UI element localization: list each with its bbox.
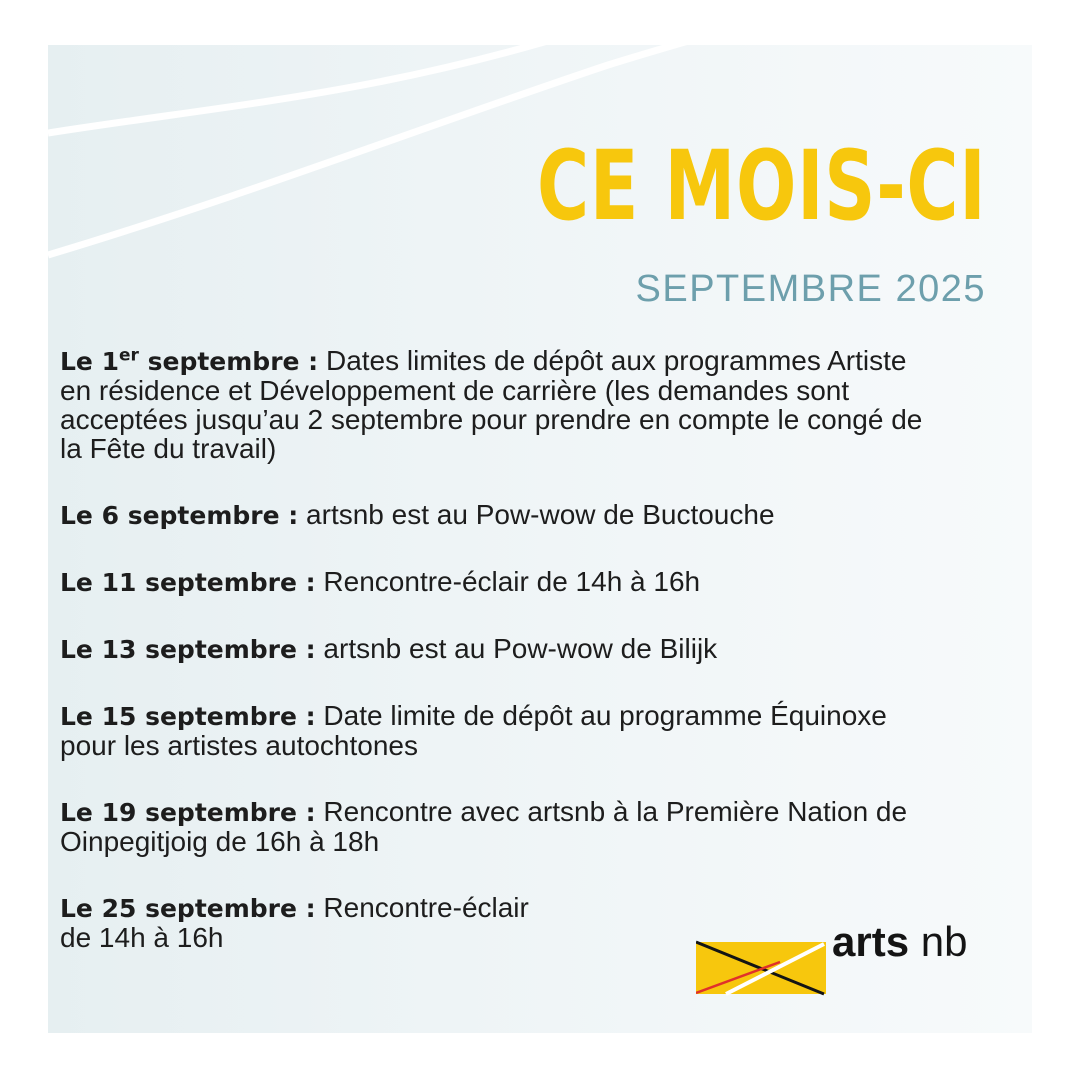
event-date: Le 1er septembre :: [60, 345, 319, 376]
artsnb-logo-text: arts nb: [832, 918, 968, 965]
page-title: CE MOIS-CI: [536, 130, 986, 242]
artsnb-logo-icon: [696, 897, 832, 1001]
event-text: artsnb est au Pow-wow de Buctouche: [298, 499, 775, 530]
page-subtitle: SEPTEMBRE 2025: [635, 268, 986, 310]
event-date: Le 19 septembre :: [60, 798, 316, 827]
event-text-continued: de 14h à 16h: [60, 922, 224, 953]
event-text: Rencontre avec artsnb à la Première Nation de Oinpegitjoig de 16h à 18h: [60, 796, 908, 857]
event-text: Dates limites de dépôt aux programmes Artiste en résidence et Développement de carrière (les demandes sont acceptées jusqu’au 2 septembre pour prendre en compte le congé de la Fête du travail): [60, 345, 923, 464]
event-item: [60, 634, 930, 664]
event-date: Le 25 septembre :: [60, 894, 316, 923]
event-item: [60, 701, 930, 760]
event-date: Le 13 septembre :: [60, 635, 316, 664]
event-date: Le 6 septembre :: [60, 501, 299, 530]
event-date: Le 15 septembre :: [60, 702, 316, 731]
event-item: [60, 567, 930, 597]
event-date: Le 11 septembre :: [60, 568, 316, 597]
event-item: [60, 797, 930, 856]
event-item: [60, 346, 930, 463]
event-text: Rencontre-éclair de 14h à 16h: [315, 566, 701, 597]
event-text: Rencontre-éclair: [315, 892, 529, 923]
events-list: [60, 300, 930, 952]
event-item: [60, 500, 930, 530]
event-text: Date limite de dépôt au programme Équinoxe pour les artistes autochtones: [60, 700, 887, 761]
event-text: artsnb est au Pow-wow de Bilijk: [315, 633, 718, 664]
